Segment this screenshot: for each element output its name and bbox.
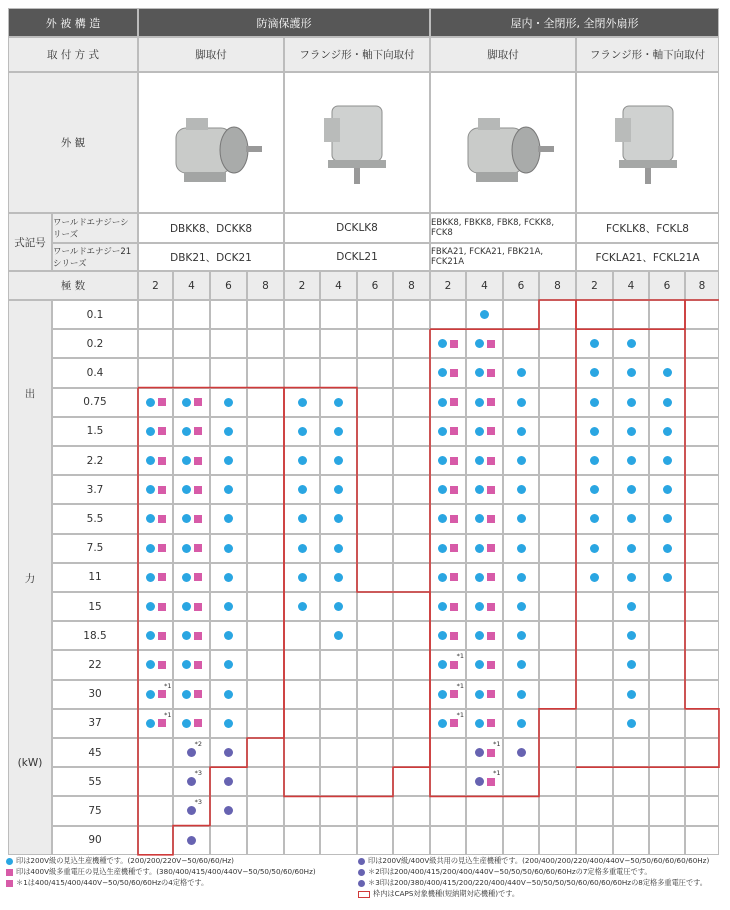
output-kw-5: 2.2 <box>52 446 138 475</box>
header-enclosed: 屋内・全閉形, 全閉外扇形 <box>430 8 719 37</box>
violet-dot-icon <box>358 880 365 887</box>
legend-frame: 枠内はCAPS対象機種(短納期対応機種)です。 <box>358 889 519 899</box>
model-series2-1: DBK21、DCK21 <box>138 243 284 271</box>
output-kw-13: 30 <box>52 680 138 709</box>
output-kw-18: 90 <box>52 826 138 855</box>
header-mount-label: 取 付 方 式 <box>8 37 138 72</box>
violet-dot-icon <box>358 869 365 876</box>
legend-violet: 印は200V級/400V級共用の見込生産機種です。(200/400/200/220/400/440V−50/50/60/60/60/60Hz) <box>358 856 709 866</box>
pole-4: 2 <box>284 271 320 300</box>
avail-cell-12-8: *1 <box>430 650 466 679</box>
caps-frame-2 <box>284 388 430 797</box>
model-series1-1: DBKK8、DCKK8 <box>138 213 284 243</box>
model-series1-3: EBKK8, FBKK8, FBK8, FCKK8, FCK8 <box>430 213 576 243</box>
header-mount-foot-2: 脚取付 <box>430 37 576 72</box>
series-label-1: ワールドエナジーシリーズ <box>52 213 138 243</box>
pole-6: 6 <box>357 271 393 300</box>
pole-2: 6 <box>210 271 247 300</box>
poles-label: 極 数 <box>8 271 138 300</box>
series-label-2: ワールドエナジー21シリーズ <box>52 243 138 271</box>
header-mount-flange-1: フランジ形・軸下向取付 <box>284 37 430 72</box>
avail-cell-17-1: *3 <box>173 796 210 825</box>
output-kw-3: 0.75 <box>52 388 138 417</box>
legend-note3: ＊3印は200/380/400/415/200/220/400/440V−50/50/50/50/60/60/60/60Hzの8定格多重電圧です。 <box>358 878 707 888</box>
header-drip-proof: 防滴保護形 <box>138 8 430 37</box>
red-frame-icon <box>358 891 370 898</box>
pole-5: 4 <box>320 271 357 300</box>
avail-cell-14-0: *1 <box>138 709 173 738</box>
pole-10: 6 <box>503 271 539 300</box>
header-mount-foot-1: 脚取付 <box>138 37 284 72</box>
header-mount-flange-2: フランジ形・軸下向取付 <box>576 37 719 72</box>
violet-dot-icon <box>358 858 365 865</box>
pole-13: 4 <box>613 271 649 300</box>
output-kw-2: 0.4 <box>52 358 138 387</box>
model-series1-2: DCKLK8 <box>284 213 430 243</box>
avail-cell-16-9: *1 <box>466 767 503 796</box>
pink-square-icon <box>6 880 13 887</box>
pink-square-icon <box>6 869 13 876</box>
legend-note2: ＊2印は200/400/415/200/400/440V−50/50/50/60/60/60Hzの7定格多重電圧です。 <box>358 867 652 877</box>
output-label-2: 力 <box>24 573 36 586</box>
output-label-1: 出 <box>24 388 36 401</box>
pole-0: 2 <box>138 271 173 300</box>
output-kw-17: 75 <box>52 796 138 825</box>
output-kw-0: 0.1 <box>52 300 138 329</box>
blue-dot-icon <box>6 858 13 865</box>
pole-9: 4 <box>466 271 503 300</box>
avail-cell-15-1: *2 <box>173 738 210 767</box>
header-appearance-label: 外 観 <box>8 72 138 213</box>
caps-frame-1 <box>138 388 284 855</box>
output-kw-6: 3.7 <box>52 475 138 504</box>
pole-1: 4 <box>173 271 210 300</box>
legend-pink: 印は400V級多重電圧の見込生産機種です。(380/400/415/400/440V−50/50/50/60/60Hz) <box>6 867 316 877</box>
output-kw-16: 55 <box>52 767 138 796</box>
legend-note1: ＊1は400/415/400/440V−50/50/60/60Hzの4定格です。 <box>6 878 208 888</box>
header-structure-label: 外 被 構 造 <box>8 8 138 37</box>
caps-frame-3 <box>430 300 576 796</box>
avail-cell-13-0: *1 <box>138 680 173 709</box>
pole-3: 8 <box>247 271 284 300</box>
output-label-3: (kW) <box>17 756 43 769</box>
output-kw-12: 22 <box>52 650 138 679</box>
model-series2-2: DCKL21 <box>284 243 430 271</box>
legend-blue: 印は200V級の見込生産機種です。(200/200/220V−50/60/60/Hz) <box>6 856 234 866</box>
model-code-label: 式記号 <box>8 213 52 271</box>
output-kw-7: 5.5 <box>52 504 138 533</box>
caps-frame-4 <box>576 300 719 767</box>
model-series2-3: FBKA21, FCKA21, FBK21A, FCK21A <box>430 243 576 271</box>
caps-frame-5 <box>576 300 719 329</box>
avail-cell-15-9: *1 <box>466 738 503 767</box>
avail-cell-14-8: *1 <box>430 709 466 738</box>
pole-7: 8 <box>393 271 430 300</box>
avail-cell-13-8: *1 <box>430 680 466 709</box>
output-kw-8: 7.5 <box>52 534 138 563</box>
avail-cell-16-1: *3 <box>173 767 210 796</box>
output-kw-11: 18.5 <box>52 621 138 650</box>
pole-11: 8 <box>539 271 576 300</box>
model-series2-4: FCKLA21、FCKL21A <box>576 243 719 271</box>
output-kw-10: 15 <box>52 592 138 621</box>
pole-12: 2 <box>576 271 613 300</box>
model-series1-4: FCKLK8、FCKL8 <box>576 213 719 243</box>
output-kw-9: 11 <box>52 563 138 592</box>
output-kw-15: 45 <box>52 738 138 767</box>
output-kw-4: 1.5 <box>52 417 138 446</box>
pole-14: 6 <box>649 271 685 300</box>
output-kw-14: 37 <box>52 709 138 738</box>
output-kw-1: 0.2 <box>52 329 138 358</box>
pole-8: 2 <box>430 271 466 300</box>
pole-15: 8 <box>685 271 719 300</box>
